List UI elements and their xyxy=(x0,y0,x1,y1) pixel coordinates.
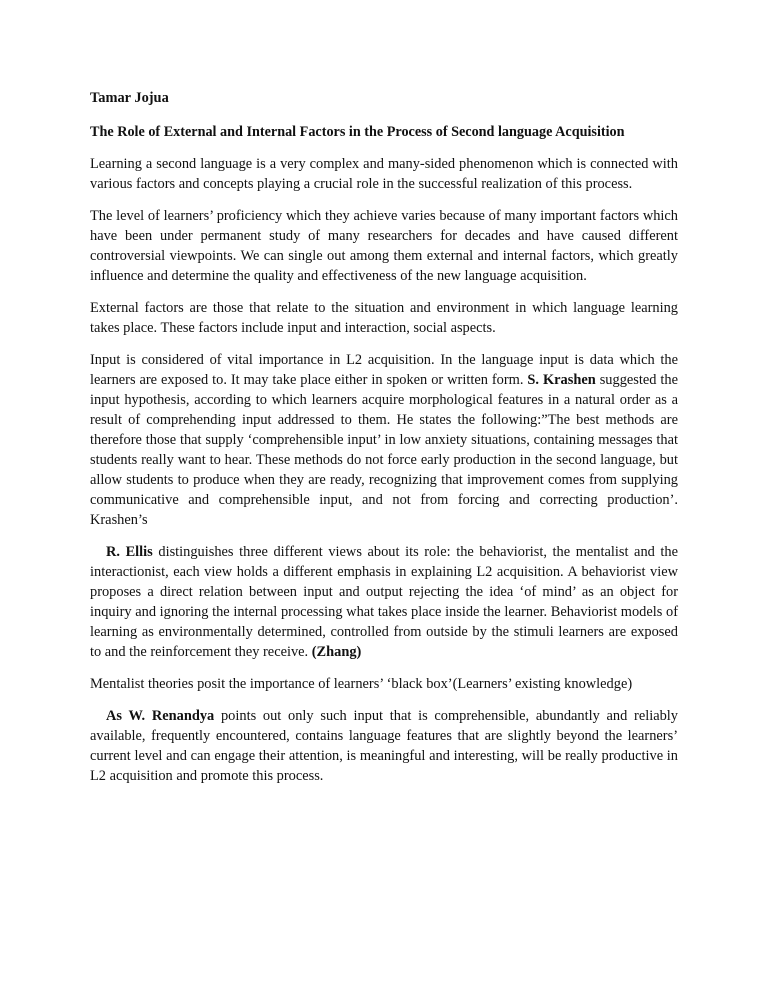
author-name: Tamar Jojua xyxy=(90,90,169,106)
author-reference-renandya: As W. Renandya xyxy=(106,708,215,724)
document-page xyxy=(90,88,678,798)
paragraph-ellis xyxy=(90,542,678,662)
paragraph-input-text: Input is considered of vital importance in L2 acquisition. In the language input is data which the learners are exposed to. It may take place either in spoken or written form. xyxy=(90,352,678,388)
paragraph-proficiency: The level of learners’ proficiency which they achieve varies because of many important factors which have been under permanent study of many researchers for decades and have caused different controversial viewpoints. We can single out among them external and internal factors, which greatly influence and determine the quality and effectiveness of the new language acquisition. xyxy=(90,208,678,284)
paragraph-renandya-text: points out only such input that is comprehensible, abundantly and reliably available, frequently encountered, contains language features that are slightly beyond the learners’ current level and can engage their attention, is meaningful and interesting, will be really productive in L2 acquisition and promote this process. xyxy=(90,708,678,784)
paragraph-input xyxy=(90,350,678,530)
citation-zhang: (Zhang) xyxy=(311,644,362,660)
author-reference-ellis: R. Ellis xyxy=(106,544,153,560)
paragraph-mentalist: Mentalist theories posit the importance of learners’ ‘black box’(Learners’ existing knowledge) xyxy=(90,676,633,692)
document-title: The Role of External and Internal Factors in the Process of Second language Acquisition xyxy=(90,124,625,140)
paragraph-ellis-text: distinguishes three different views about its role: the behaviorist, the mentalist and the interactionist, each view holds a different emphasis in explaining L2 acquisition. A behaviorist view proposes a direct relation between input and output rejecting the idea ‘of mind’ as an object for inquiry and ignoring the internal processing what takes place inside the learner. Behaviorist models of learning as environmentally determined, controlled from outside by the stimuli learners are exposed to and the reinforcement they receive. xyxy=(90,544,679,660)
paragraph-input-continued: suggested the input hypothesis, according to which learners acquire morphological features in a natural order as a result of comprehending input addressed to them. He states the following:”The best methods are therefore those that supply ‘comprehensible input’ in low anxiety situations, containing messages that students really want to hear. These methods do not force early production in the second language, but allow students to produce when they are ready, recognizing that improvement comes from supplying communicative and comprehensible input, and not from forcing and correcting production’. Krashen’s xyxy=(90,372,679,528)
paragraph-intro: Learning a second language is a very complex and many-sided phenomenon which is connected with various factors and concepts playing a crucial role in the successful realization of this process. xyxy=(90,156,678,192)
paragraph-external-factors: External factors are those that relate to the situation and environment in which language learning takes place. These factors include input and interaction, social aspects. xyxy=(90,300,678,336)
author-reference-krashen: S. Krashen xyxy=(527,372,596,388)
paragraph-renandya xyxy=(90,706,678,786)
